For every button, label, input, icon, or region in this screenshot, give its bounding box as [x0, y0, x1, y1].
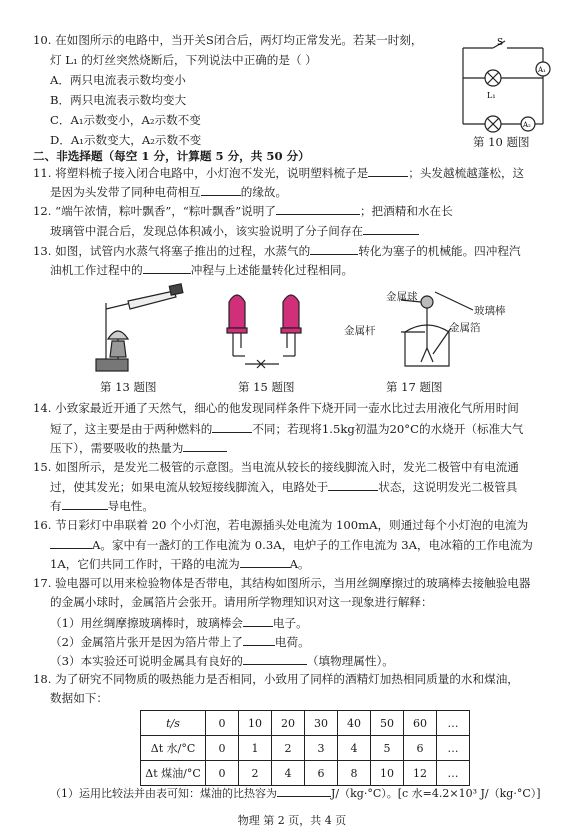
q16-text-a: 节日彩灯中串联着 20 个小灯泡，若电源插头处电流为 100mA，则通过每个小灯泡的电流为: [55, 518, 529, 532]
q12-line1: [33, 203, 453, 219]
table-row-label: Δt 煤油/°C: [141, 761, 206, 786]
q17-label-metal-foil: 金属箔: [449, 322, 481, 334]
q10-circuit-diagram: [455, 38, 555, 133]
q15-figure-caption: 第 15 题图: [238, 380, 295, 394]
table-cell: 4: [272, 761, 305, 786]
q14-text-b: 短了，这主要是由于两种燃料的: [50, 422, 213, 436]
table-row: [141, 711, 470, 736]
q16-blank-1[interactable]: [50, 537, 92, 549]
q15-line2: [50, 479, 517, 495]
table-cell: 20: [272, 711, 305, 736]
q17-line1: [33, 576, 531, 591]
q15-blank-1[interactable]: [328, 479, 378, 491]
q16-number: 16.: [33, 518, 52, 532]
q16-line2: [50, 537, 533, 553]
table-cell: 0: [206, 736, 239, 761]
q15-line1: [33, 460, 519, 475]
q17-blank-2[interactable]: [243, 634, 275, 646]
q15-line3: [50, 498, 154, 514]
q17-sub2-text-b: 电荷。: [274, 635, 310, 649]
page-footer: 物理 第 2 页，共 4 页: [237, 814, 347, 827]
q12-blank-1[interactable]: [276, 203, 360, 215]
q13-text-d: 冲程与上述能量转化过程相同。: [190, 263, 354, 277]
q13-figure-caption: 第 13 题图: [100, 380, 157, 394]
table-cell: 6: [305, 761, 338, 786]
q14-line3: [50, 440, 227, 456]
q17-blank-3[interactable]: [243, 653, 307, 665]
q12-text-a: “端午浓情，粽叶飘香”，“粽叶飘香”说明了: [55, 204, 276, 218]
q17-sub2-text-a: （2）金属箔片张开是因为箔片带上了: [50, 635, 243, 649]
q17-text-a: 验电器可以用来检验物体是否带电，其结构如图所示，当用丝绸摩擦过的玻璃棒去接触验电器: [55, 576, 531, 590]
q15-text-e: 导电性。: [107, 499, 154, 513]
table-cell: 8: [338, 761, 371, 786]
q18-data-table: [140, 710, 470, 786]
q10-stem-line2: 灯 L₁ 的灯丝突然烧断后，下列说法中正确的是（ ）: [50, 53, 317, 67]
q18-line1: [33, 672, 519, 687]
q13-text-a: 如图，试管内水蒸气将塞子推出的过程，水蒸气的: [55, 244, 311, 258]
q10-figure-caption: 第 10 题图: [473, 135, 530, 149]
q16-blank-2[interactable]: [240, 556, 290, 568]
q16-line3: [50, 556, 310, 572]
q12-blank-2[interactable]: [363, 223, 419, 235]
q15-text-a: 如图所示，是发光二极管的示意图。当电流从较长的接线脚流入时，发光二极管中有电流通: [55, 460, 519, 474]
q15-number: 15.: [33, 460, 52, 474]
q11-text-c: 是因为头发带了同种电荷相互: [50, 185, 201, 199]
q12-number: 12.: [33, 204, 52, 218]
q10-stem-line1: [33, 33, 423, 48]
q10-a1-label: A₁: [538, 66, 546, 74]
table-cell: 2: [239, 761, 272, 786]
q10-stem1-text: 在如图所示的电路中，当开关S闭合后，两灯均正常发光。若某一时刻，: [55, 33, 423, 47]
q18-line2: 数据如下：: [50, 691, 108, 705]
q13-blank-1[interactable]: [310, 243, 358, 255]
q11-text-d: 的缘故。: [240, 185, 288, 199]
table-cell: 60: [404, 711, 437, 736]
q17-label-metal-ball: 金属球: [386, 291, 418, 303]
q13-text-c: 油机工作过程中的: [50, 263, 143, 277]
table-cell: 12: [404, 761, 437, 786]
q13-text-b: 转化为塞子的机械能。四冲程汽: [358, 244, 521, 258]
table-cell: …: [437, 761, 470, 786]
q11-line2: [50, 184, 287, 200]
q18-text-a: 为了研究不同物质的吸热能力是否相同，小致用了同样的酒精灯加热相同质量的水和煤油，: [55, 672, 519, 686]
q15-text-b: 过，使其发光；如果电流从较短接线脚流入，电路处于: [50, 480, 329, 494]
table-cell: 30: [305, 711, 338, 736]
q15-figure-led: [215, 288, 335, 374]
table-row: [141, 736, 470, 761]
q12-text-c: 玻璃管中混合后，发现总体积减小，该实验说明了分子间存在: [50, 224, 364, 238]
q10-option-c: C．A₁示数变小，A₂示数不变: [50, 113, 201, 127]
q14-text-a: 小致家最近开通了天然气，细心的他发现同样条件下烧开同一壶水比过去用液化气所用时间: [55, 401, 519, 415]
q11-blank-2[interactable]: [201, 184, 241, 196]
q10-option-b: B．两只电流表示数均变大: [50, 93, 187, 107]
table-cell: t/s: [141, 711, 206, 736]
q13-line1: [33, 243, 521, 259]
q17-line2: 的金属小球时，金属箔片会张开。请用所学物理知识对这一现象进行解释：: [50, 595, 433, 609]
q17-number: 17.: [33, 576, 52, 590]
table-row-label: Δt 水/°C: [141, 736, 206, 761]
q13-blank-2[interactable]: [143, 262, 191, 274]
q14-blank-2[interactable]: [183, 440, 227, 452]
q11-text-b: ；头发越梳越蓬松，这: [408, 166, 525, 180]
table-cell: 5: [371, 736, 404, 761]
q17-sub1-text-a: （1）用丝绸摩擦玻璃棒时，玻璃棒会: [50, 616, 243, 630]
q16-text-b: A。家中有一盏灯的工作电流为 0.3A，电炉子的工作电流为 3A，电冰箱的工作电流为: [92, 538, 533, 552]
q14-line1: [33, 401, 519, 416]
q18-sub1-text-b: J/（kg·°C）。[c 水=4.2×10³ J/（kg·°C）]: [331, 787, 541, 800]
q14-number: 14.: [33, 401, 52, 415]
q10-switch-label: S: [497, 38, 504, 48]
table-cell: 0: [206, 711, 239, 736]
q14-text-d: 压下），需要吸收的热量为: [50, 441, 184, 455]
q10-a2-label: A₂: [523, 121, 531, 129]
q17-sub1: [50, 615, 308, 631]
q10-option-a: A．两只电流表示数均变小: [50, 73, 186, 87]
table-cell: …: [437, 736, 470, 761]
table-cell: 4: [338, 736, 371, 761]
table-cell: 0: [206, 761, 239, 786]
q16-text-d: A。: [289, 557, 310, 571]
table-cell: 6: [404, 736, 437, 761]
q14-blank-1[interactable]: [212, 421, 252, 433]
q10-number: 10.: [33, 33, 52, 47]
q15-text-d: 有: [50, 499, 62, 513]
q12-line2: [50, 223, 419, 239]
q17-sub3: [50, 653, 394, 669]
q16-text-c: 1A，它们共同工作时，干路的电流为: [50, 557, 240, 571]
q17-sub3-text-a: （3）本实验还可说明金属具有良好的: [50, 654, 243, 668]
q11-text-a: 将塑料梳子接入闭合电路中，小灯泡不发光，说明塑料梳子是: [55, 166, 369, 180]
table-cell: 10: [239, 711, 272, 736]
q17-label-metal-rod: 金属杆: [344, 325, 376, 337]
table-cell: 2: [272, 736, 305, 761]
q10-l1-label: L₁: [487, 91, 496, 100]
q14-text-c: 不同；若现将1.5kg初温为20°C的水烧开（标准大气: [252, 422, 524, 436]
q17-figure-caption: 第 17 题图: [386, 380, 443, 394]
table-cell: 3: [305, 736, 338, 761]
table-cell: 1: [239, 736, 272, 761]
q17-sub3-text-b: （填物理属性）。: [306, 654, 394, 668]
q10-option-d: D．A₁示数变大，A₂示数不变: [50, 133, 202, 147]
q17-sub1-text-b: 电子。: [272, 616, 308, 630]
q13-number: 13.: [33, 244, 52, 258]
q14-line2: [50, 421, 523, 437]
q16-line1: [33, 518, 528, 533]
q13-figure-test-tube: [88, 283, 188, 375]
q18-blank-1[interactable]: [277, 785, 331, 797]
q11-blank-1[interactable]: [368, 165, 408, 177]
q15-text-c: 状态，这说明发光二极管具: [378, 480, 518, 494]
q17-blank-1[interactable]: [243, 615, 273, 627]
q18-number: 18.: [33, 672, 52, 686]
table-cell: …: [437, 711, 470, 736]
q13-line2: [50, 262, 353, 278]
table-row: [141, 761, 470, 786]
q11-line1: [33, 165, 524, 181]
q18-sub1-text-a: （1）运用比较法并由表可知：煤油的比热容为: [50, 787, 277, 800]
q11-number: 11.: [33, 166, 52, 180]
q17-sub2: [50, 634, 310, 650]
table-cell: 10: [371, 761, 404, 786]
q17-label-glass-rod: 玻璃棒: [474, 305, 506, 317]
q15-blank-2[interactable]: [62, 498, 108, 510]
q18-sub1: [50, 785, 541, 801]
table-cell: 50: [371, 711, 404, 736]
table-cell: 40: [338, 711, 371, 736]
section-2-heading: 二、非选择题（每空 1 分，计算题 5 分，共 50 分）: [33, 149, 310, 163]
q12-text-b: ；把酒精和水在长: [359, 204, 453, 218]
